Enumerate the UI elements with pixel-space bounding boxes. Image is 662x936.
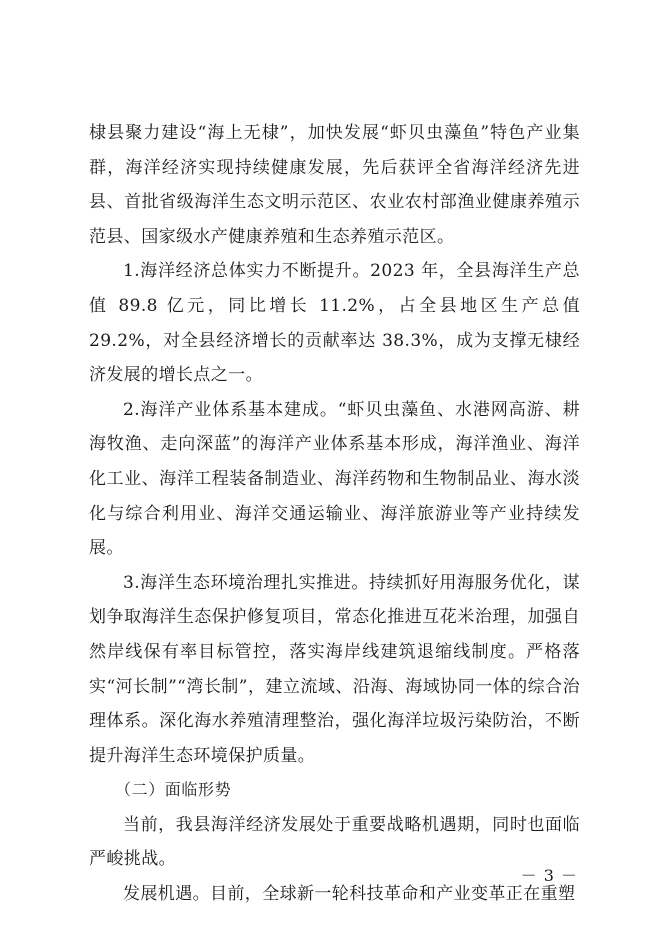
paragraph-current: 当前，我县海洋经济发展处于重要战略机遇期，同时也面临严峻挑战。 <box>89 814 580 870</box>
page-body <box>89 116 580 912</box>
paragraph-opportunity: 发展机遇。目前，全球新一轮科技革命和产业变革正在重塑 <box>123 884 576 905</box>
page-number: － 3 － <box>520 866 578 885</box>
section-heading: （二）面临形势 <box>115 780 232 800</box>
paragraph-item-2: 2.海洋产业体系基本建成。“虾贝虫藻鱼、水港网高游、耕海牧渔、走向深蓝”的海洋产业体系基本形成，海洋渔业、海洋化工业、海洋工程装备制造业、海洋药物和生物制品业、海水淡化与综合利用业、海洋交通运输业、海洋旅游业等产业持续发展。 <box>89 399 580 559</box>
paragraph-intro: 棣县聚力建设“海上无棣”，加快发展“虾贝虫藻鱼”特色产业集群，海洋经济实现持续健康发展，先后获评全省海洋经济先进县、首批省级海洋生态文明示范区、农业农村部渔业健康养殖示范县、国家级水产健康养殖和生态养殖示范区。 <box>89 123 580 247</box>
paragraph-item-1: 1.海洋经济总体实力不断提升。2023 年，全县海洋生产总值 89.8 亿元，同比增长 11.2%，占全县地区生产总值 29.2%，对全县经济增长的贡献率达 38.3%，成为支撑无棣经济发展的增长点之一。 <box>89 261 580 386</box>
paragraph-item-3: 3.海洋生态环境治理扎实推进。持续抓好用海服务优化，谋划争取海洋生态保护修复项目，常态化推进互花米治理，加强自然岸线保有率目标管控，落实海岸线建筑退缩线制度。严格落实“河长制”“湾长制”，建立流域、沿海、海域协同一体的综合治理体系。深化海水养殖清理整治，强化海洋垃圾污染防治，不断提升海洋生态环境保护质量。 <box>89 572 580 766</box>
